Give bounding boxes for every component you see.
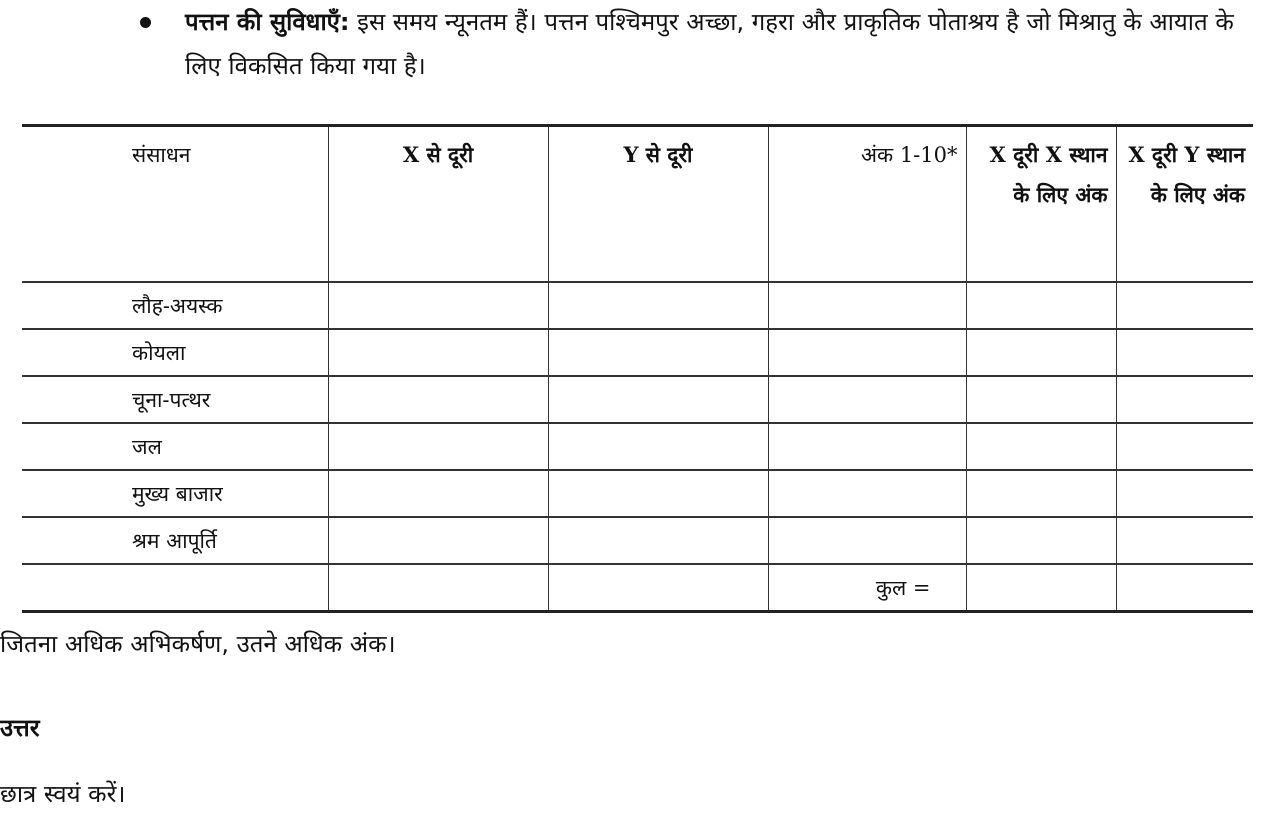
empty-cell (1116, 517, 1253, 564)
empty-cell (966, 282, 1116, 329)
table-row (22, 376, 1253, 423)
empty-cell (768, 470, 966, 517)
empty-cell (768, 423, 966, 470)
header-distance-x: X से दूरी (328, 126, 548, 283)
empty-cell (966, 423, 1116, 470)
bullet-body: इस समय न्यूनतम हैं। पत्तन पश्चिमपुर अच्छा, गहरा और प्राकृतिक पोताश्रय है जो मिश्रातु के आयात के लिए विकसित किया गया है। (185, 8, 1234, 80)
resource-name: लौह-अयस्क (22, 282, 328, 329)
bullet-text (185, 0, 1240, 88)
empty-cell (548, 564, 768, 612)
resource-name: जल (22, 423, 328, 470)
empty-cell (1116, 564, 1253, 612)
empty-cell (548, 470, 768, 517)
empty-cell (1116, 470, 1253, 517)
empty-cell (548, 329, 768, 376)
empty-cell (328, 329, 548, 376)
empty-cell (1116, 376, 1253, 423)
table-row (22, 282, 1253, 329)
table-row (22, 329, 1253, 376)
header-score: अंक 1-10* (768, 126, 966, 283)
empty-cell (1116, 423, 1253, 470)
table-row (22, 423, 1253, 470)
empty-cell (548, 376, 768, 423)
resource-name: कोयला (22, 329, 328, 376)
header-score-y: X दूरी Y स्थान के लिए अंक (1116, 126, 1253, 283)
empty-cell (548, 517, 768, 564)
empty-cell (1116, 329, 1253, 376)
empty-cell (966, 470, 1116, 517)
resource-name: श्रम आपूर्ति (22, 517, 328, 564)
empty-cell (328, 564, 548, 612)
empty-cell (328, 282, 548, 329)
total-label: कुल = (768, 564, 966, 612)
header-distance-y: Y से दूरी (548, 126, 768, 283)
header-score-x: X दूरी X स्थान के लिए अंक (966, 126, 1116, 283)
resource-score-table (22, 124, 1253, 613)
total-row (22, 564, 1253, 612)
header-resource: संसाधन (22, 126, 328, 283)
table-row (22, 517, 1253, 564)
empty-cell (768, 376, 966, 423)
empty-cell (966, 564, 1116, 612)
bullet-icon (140, 17, 151, 28)
port-facilities-bullet (140, 0, 1240, 88)
empty-cell (966, 376, 1116, 423)
empty-cell (328, 470, 548, 517)
empty-cell (1116, 282, 1253, 329)
resource-name: मुख्य बाजार (22, 470, 328, 517)
empty-cell (548, 423, 768, 470)
empty-cell (768, 517, 966, 564)
empty-cell (328, 423, 548, 470)
empty-cell (328, 517, 548, 564)
table-row (22, 470, 1253, 517)
empty-cell (22, 564, 328, 612)
empty-cell (548, 282, 768, 329)
empty-cell (768, 282, 966, 329)
answer-heading: उत्तर (0, 714, 40, 742)
bullet-label: पत्तन की सुविधाएँ: (185, 8, 350, 36)
resource-name: चूना-पत्थर (22, 376, 328, 423)
empty-cell (966, 329, 1116, 376)
answer-text: छात्र स्वयं करें। (0, 780, 126, 808)
empty-cell (966, 517, 1116, 564)
empty-cell (328, 376, 548, 423)
footnote: जितना अधिक अभिकर्षण, उतने अधिक अंक। (0, 630, 396, 658)
empty-cell (768, 329, 966, 376)
